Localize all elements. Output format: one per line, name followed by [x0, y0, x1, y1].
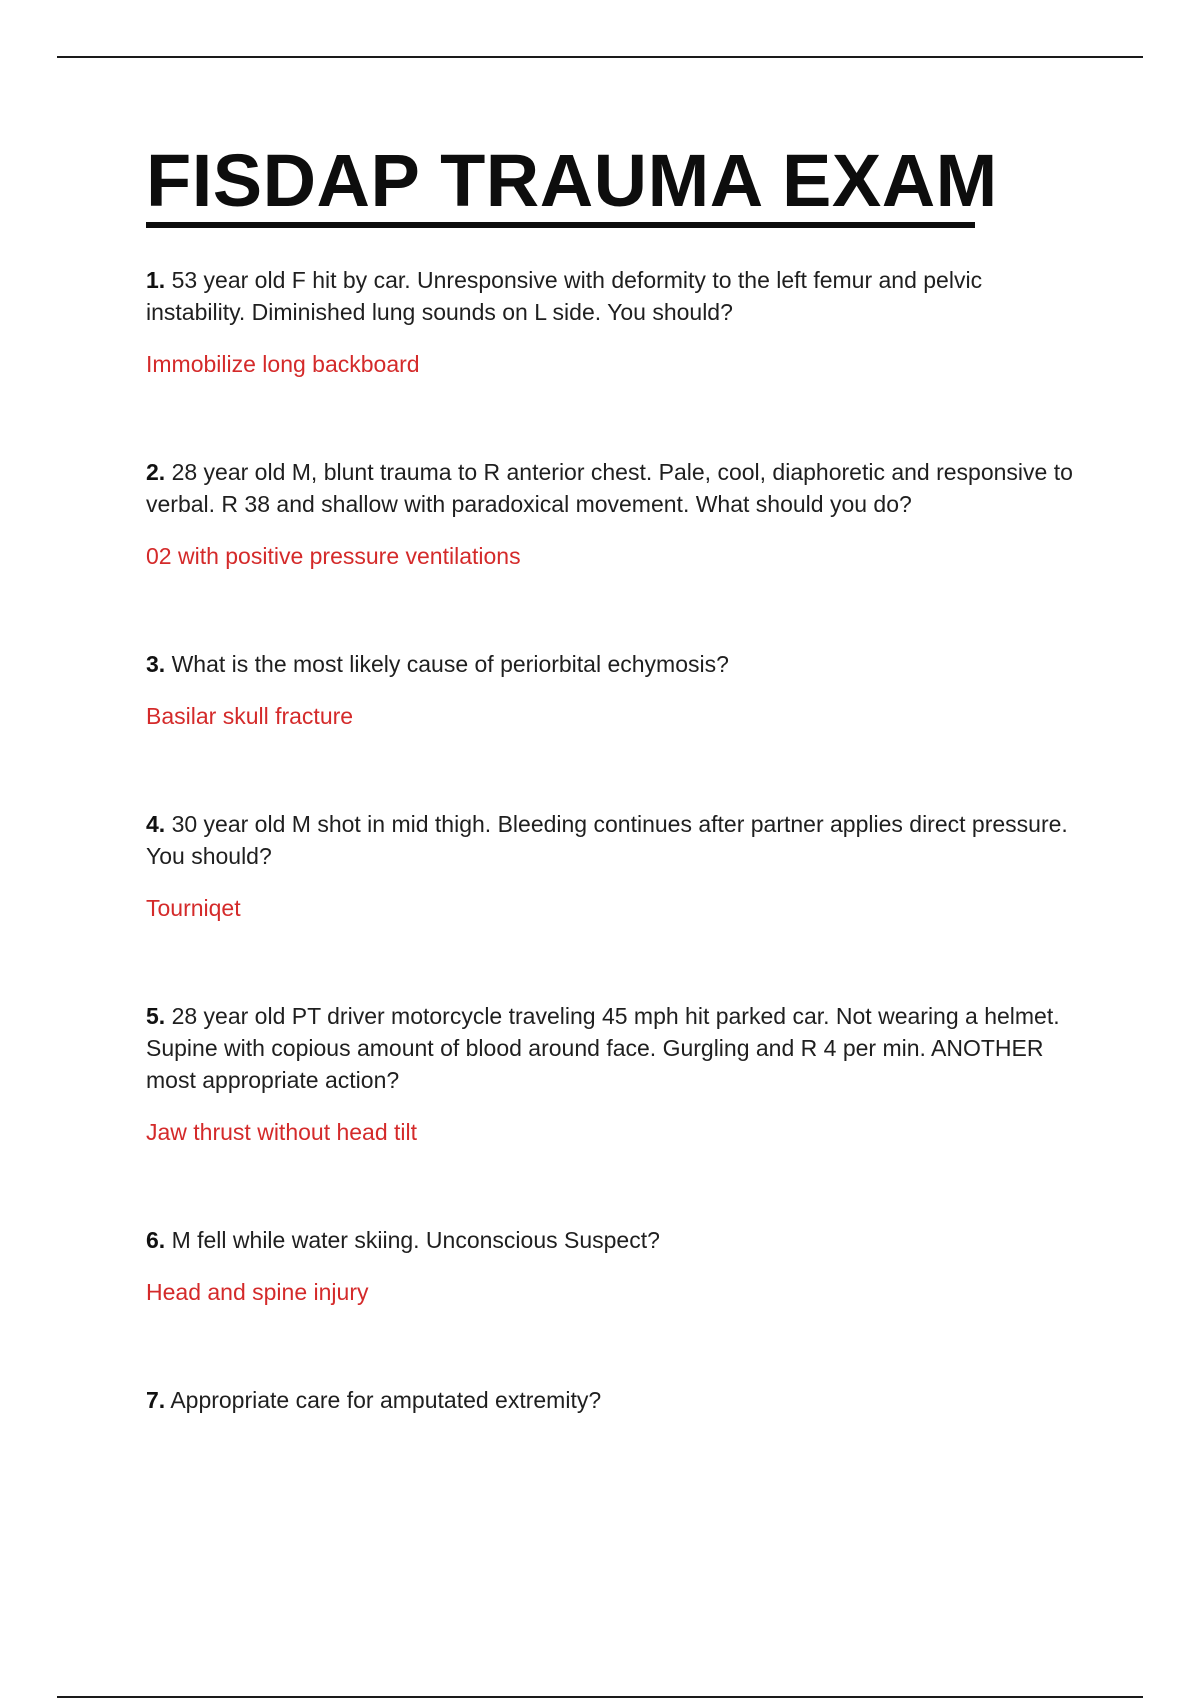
page-title: FISDAP TRAUMA EXAM	[146, 139, 998, 222]
question-text: 30 year old M shot in mid thigh. Bleeding continues after partner applies direct pressure. You should?	[146, 810, 1068, 869]
question-2	[146, 456, 1076, 520]
question-4	[146, 808, 1076, 872]
question-5	[146, 1000, 1076, 1096]
answer-1: Immobilize long backboard	[146, 350, 420, 377]
exam-page	[146, 139, 1076, 1416]
question-text: M fell while water skiing. Unconscious Suspect?	[171, 1226, 660, 1253]
question-6	[146, 1224, 1076, 1256]
question-7	[146, 1384, 1076, 1416]
answer-2: 02 with positive pressure ventilations	[146, 542, 521, 569]
top-rule	[57, 56, 1143, 58]
answer-6: Head and spine injury	[146, 1278, 369, 1305]
question-number: 7.	[146, 1386, 166, 1413]
question-number: 3.	[146, 650, 166, 677]
question-number: 2.	[146, 458, 166, 485]
question-number: 1.	[146, 266, 166, 293]
question-number: 5.	[146, 1002, 166, 1029]
bottom-rule	[57, 1696, 1143, 1698]
question-number: 6.	[146, 1226, 166, 1253]
question-text: 53 year old F hit by car. Unresponsive with deformity to the left femur and pelvic instability. Diminished lung sounds on L side. You should?	[146, 266, 983, 325]
question-1	[146, 264, 1076, 328]
question-3	[146, 648, 1076, 680]
answer-3: Basilar skull fracture	[146, 702, 354, 729]
question-text: 28 year old PT driver motorcycle traveling 45 mph hit parked car. Not wearing a helmet. Supine with copious amount of blood around face. Gurgling and R 4 per min. ANOTHER most appropriate action?	[146, 1002, 1060, 1093]
title-underline	[146, 222, 975, 228]
question-text: Appropriate care for amputated extremity?	[170, 1386, 602, 1413]
question-text: 28 year old M, blunt trauma to R anterior chest. Pale, cool, diaphoretic and responsive to verbal. R 38 and shallow with paradoxical movement. What should you do?	[146, 458, 1073, 517]
answer-5: Jaw thrust without head tilt	[146, 1118, 418, 1145]
question-text: What is the most likely cause of periorbital echymosis?	[171, 650, 729, 677]
question-number: 4.	[146, 810, 166, 837]
answer-4: Tourniqet	[146, 894, 241, 921]
